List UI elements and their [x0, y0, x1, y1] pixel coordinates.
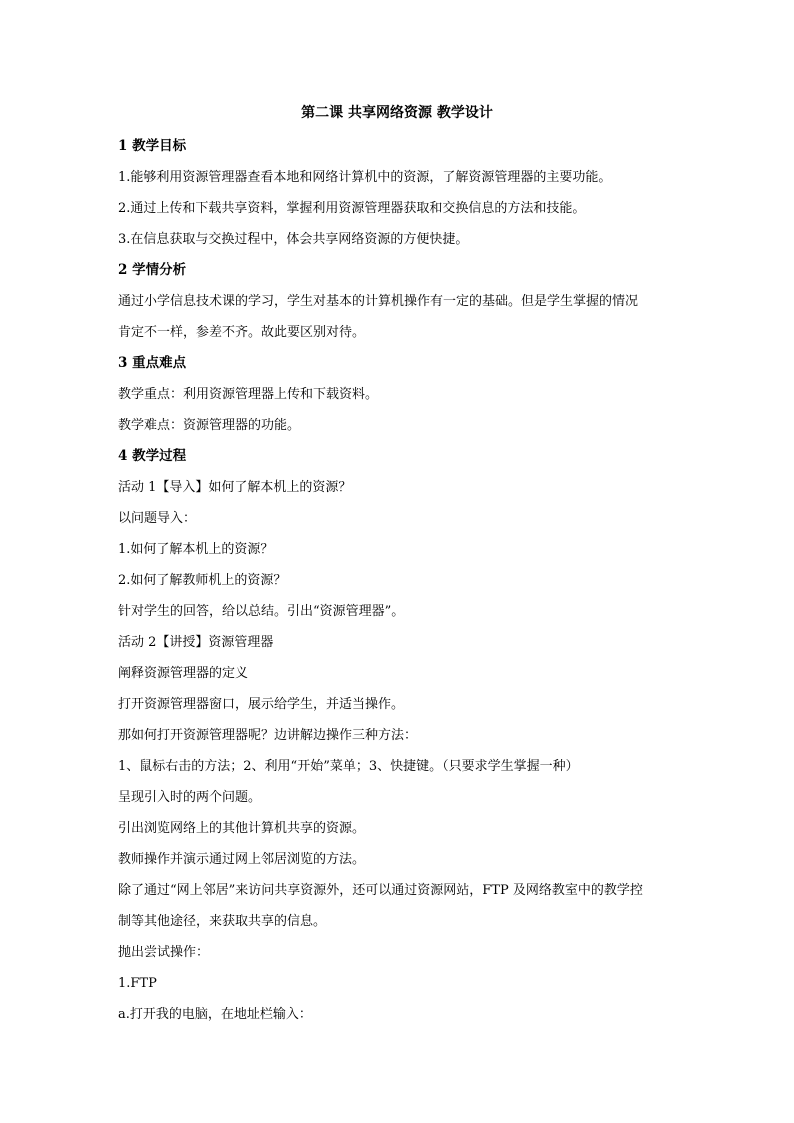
- paragraph-line: 活动 2【讲授】资源管理器: [118, 635, 274, 650]
- paragraph-line: 以问题导入：: [118, 511, 197, 526]
- paragraph-line: 抛出尝试操作：: [118, 945, 210, 960]
- section-heading-process: 4 教学过程: [118, 448, 187, 464]
- paragraph-line: 针对学生的回答，给以总结。引出“资源管理器”。: [118, 604, 405, 619]
- paragraph-line: 除了通过“网上邻居”来访问共享资源外，还可以通过资源网站，FTP 及网络教室中的教学控: [118, 883, 643, 898]
- paragraph-line: 引出浏览网络上的其他计算机共享的资源。: [118, 821, 366, 836]
- paragraph-line: 2.通过上传和下载共享资料，掌握利用资源管理器获取和交换信息的方法和技能。: [118, 201, 586, 216]
- paragraph-line: 3.在信息获取与交换过程中，体会共享网络资源的方便快捷。: [118, 232, 469, 247]
- paragraph-line: 通过小学信息技术课的学习，学生对基本的计算机操作有一定的基础。但是学生掌握的情况: [118, 294, 639, 309]
- paragraph-line: 呈现引入时的两个问题。: [118, 790, 262, 805]
- paragraph-line: 打开资源管理器窗口，展示给学生，并适当操作。: [118, 697, 405, 712]
- paragraph-line: 教学重点：利用资源管理器上传和下载资料。: [118, 387, 379, 402]
- paragraph-line: 肯定不一样，参差不齐。故此要区别对待。: [118, 325, 366, 340]
- paragraph-line: 制等其他途径，来获取共享的信息。: [118, 914, 327, 929]
- paragraph-line: 1、鼠标右击的方法；2、利用“开始”菜单；3、快捷键。（只要求学生掌握一种）: [118, 759, 579, 774]
- section-heading-objectives: 1 教学目标: [118, 138, 187, 154]
- paragraph-line: 1.能够利用资源管理器查看本地和网络计算机中的资源，了解资源管理器的主要功能。: [118, 170, 612, 185]
- paragraph-line: a.打开我的电脑，在地址栏输入：: [118, 1007, 312, 1022]
- section-heading-analysis: 2 学情分析: [118, 262, 187, 278]
- paragraph-line: 1.FTP: [118, 976, 157, 991]
- document-body: [118, 131, 678, 1030]
- paragraph-line: 2.如何了解教师机上的资源？: [118, 573, 287, 588]
- paragraph-line: 1.如何了解本机上的资源？: [118, 542, 274, 557]
- paragraph-line: 活动 1【导入】如何了解本机上的资源？: [118, 480, 352, 495]
- section-heading-key-points: 3 重点难点: [118, 355, 187, 371]
- paragraph-line: 教师操作并演示通过网上邻居浏览的方法。: [118, 852, 366, 867]
- document-title: 第二课 共享网络资源 教学设计: [301, 105, 493, 121]
- paragraph-line: 那如何打开资源管理器呢？边讲解边操作三种方法：: [118, 728, 418, 743]
- paragraph-line: 阐释资源管理器的定义: [118, 666, 249, 681]
- paragraph-line: 教学难点：资源管理器的功能。: [118, 418, 301, 433]
